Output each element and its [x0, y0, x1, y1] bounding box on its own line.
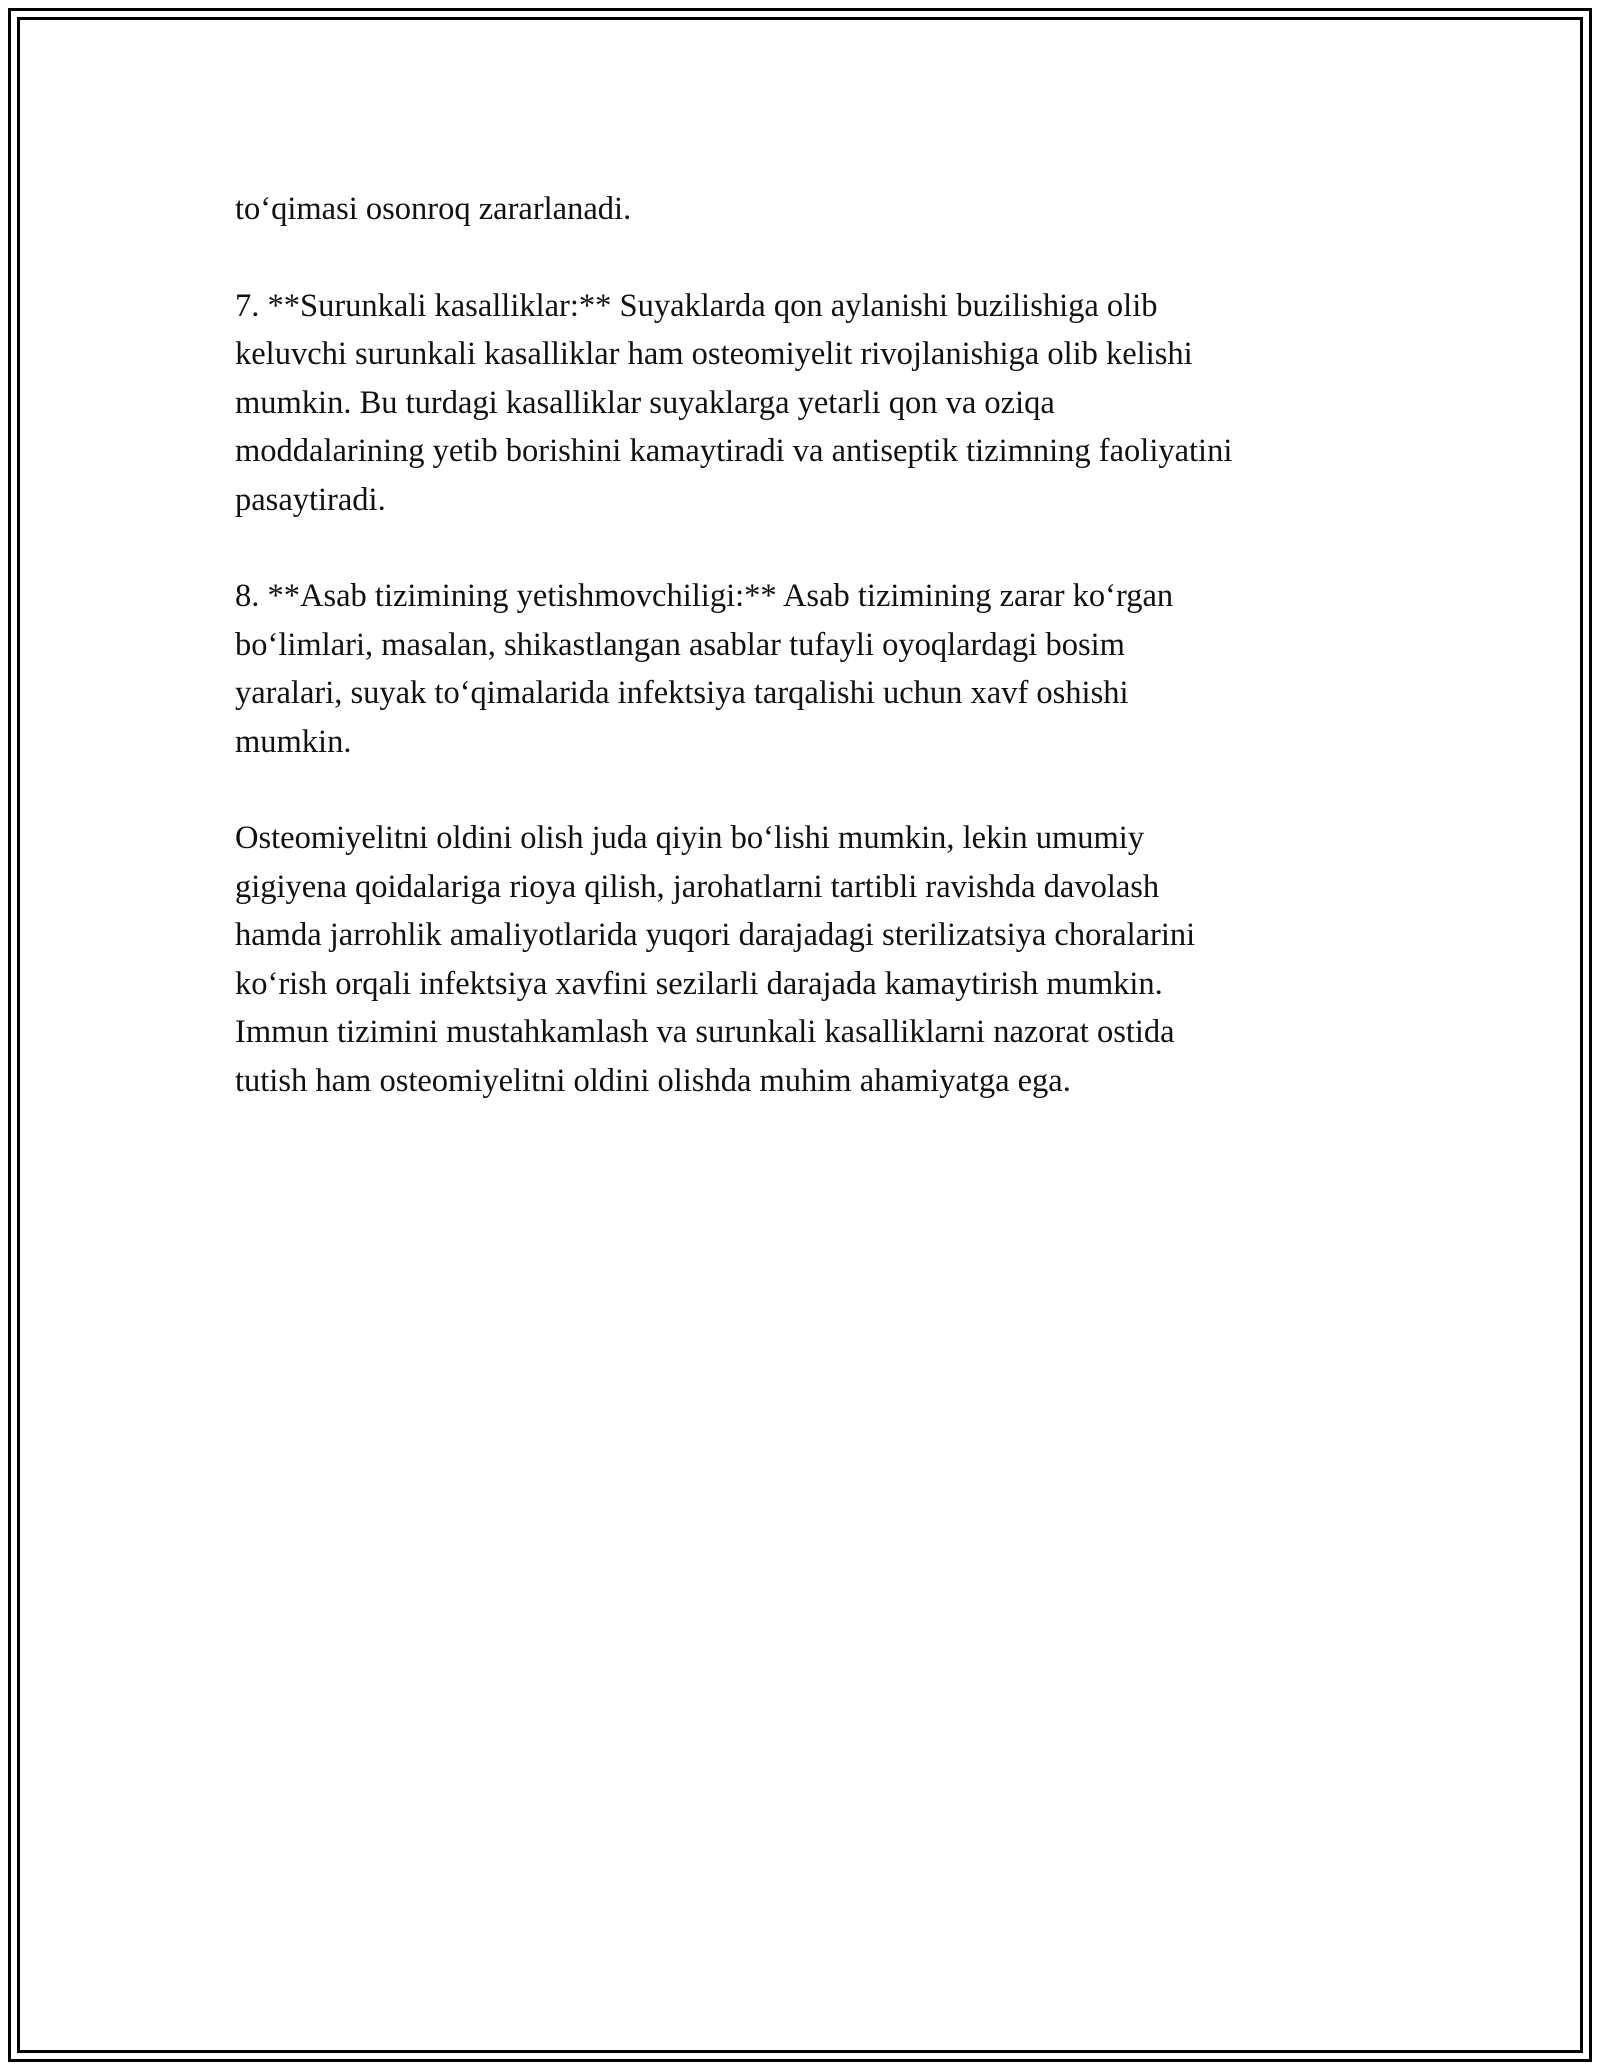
paragraph-continuation: to‘qimasi osonroq zararlanadi. — [235, 191, 632, 227]
document-body — [235, 185, 1370, 1153]
paragraph-item-7: 7. **Surunkali kasalliklar:** Suyaklarda qon aylanishi buzilishiga olib keluvchi surunkali kasalliklar ham osteomiyelit rivojlanishiga olib kelishi mumkin. Bu turdagi kasalliklar suyaklarga yetarli qon va oziqa moddalarining yetib borishini kamaytiradi va antiseptik tizimning faoliyatini pasaytiradi. — [235, 287, 1233, 518]
paragraph-conclusion: Osteomiyelitni oldini olish juda qiyin bo‘lishi mumkin, lekin umumiy gigiyena qoidalariga rioya qilish, jarohatlarni tartibli ravishda davolash hamda jarrohlik amaliyotlarida yuqori darajadagi sterilizatsiya choralarini ko‘rish orqali infektsiya xavfini sezilarli darajada kamaytirish mumkin. Immun tizimini mustahkamlash va surunkali kasalliklarni nazorat ostida tutish ham osteomiyelitni oldini olishda muhim ahamiyatga ega. — [235, 820, 1196, 1099]
paragraph-item-8: 8. **Asab tizimining yetishmovchiligi:** Asab tizimining zarar ko‘rgan bo‘limlari, masalan, shikastlangan asablar tufayli oyoqlardagi bosim yaralari, suyak to‘qimalarida infektsiya tarqalishi uchun xavf oshishi mumkin. — [235, 578, 1174, 760]
